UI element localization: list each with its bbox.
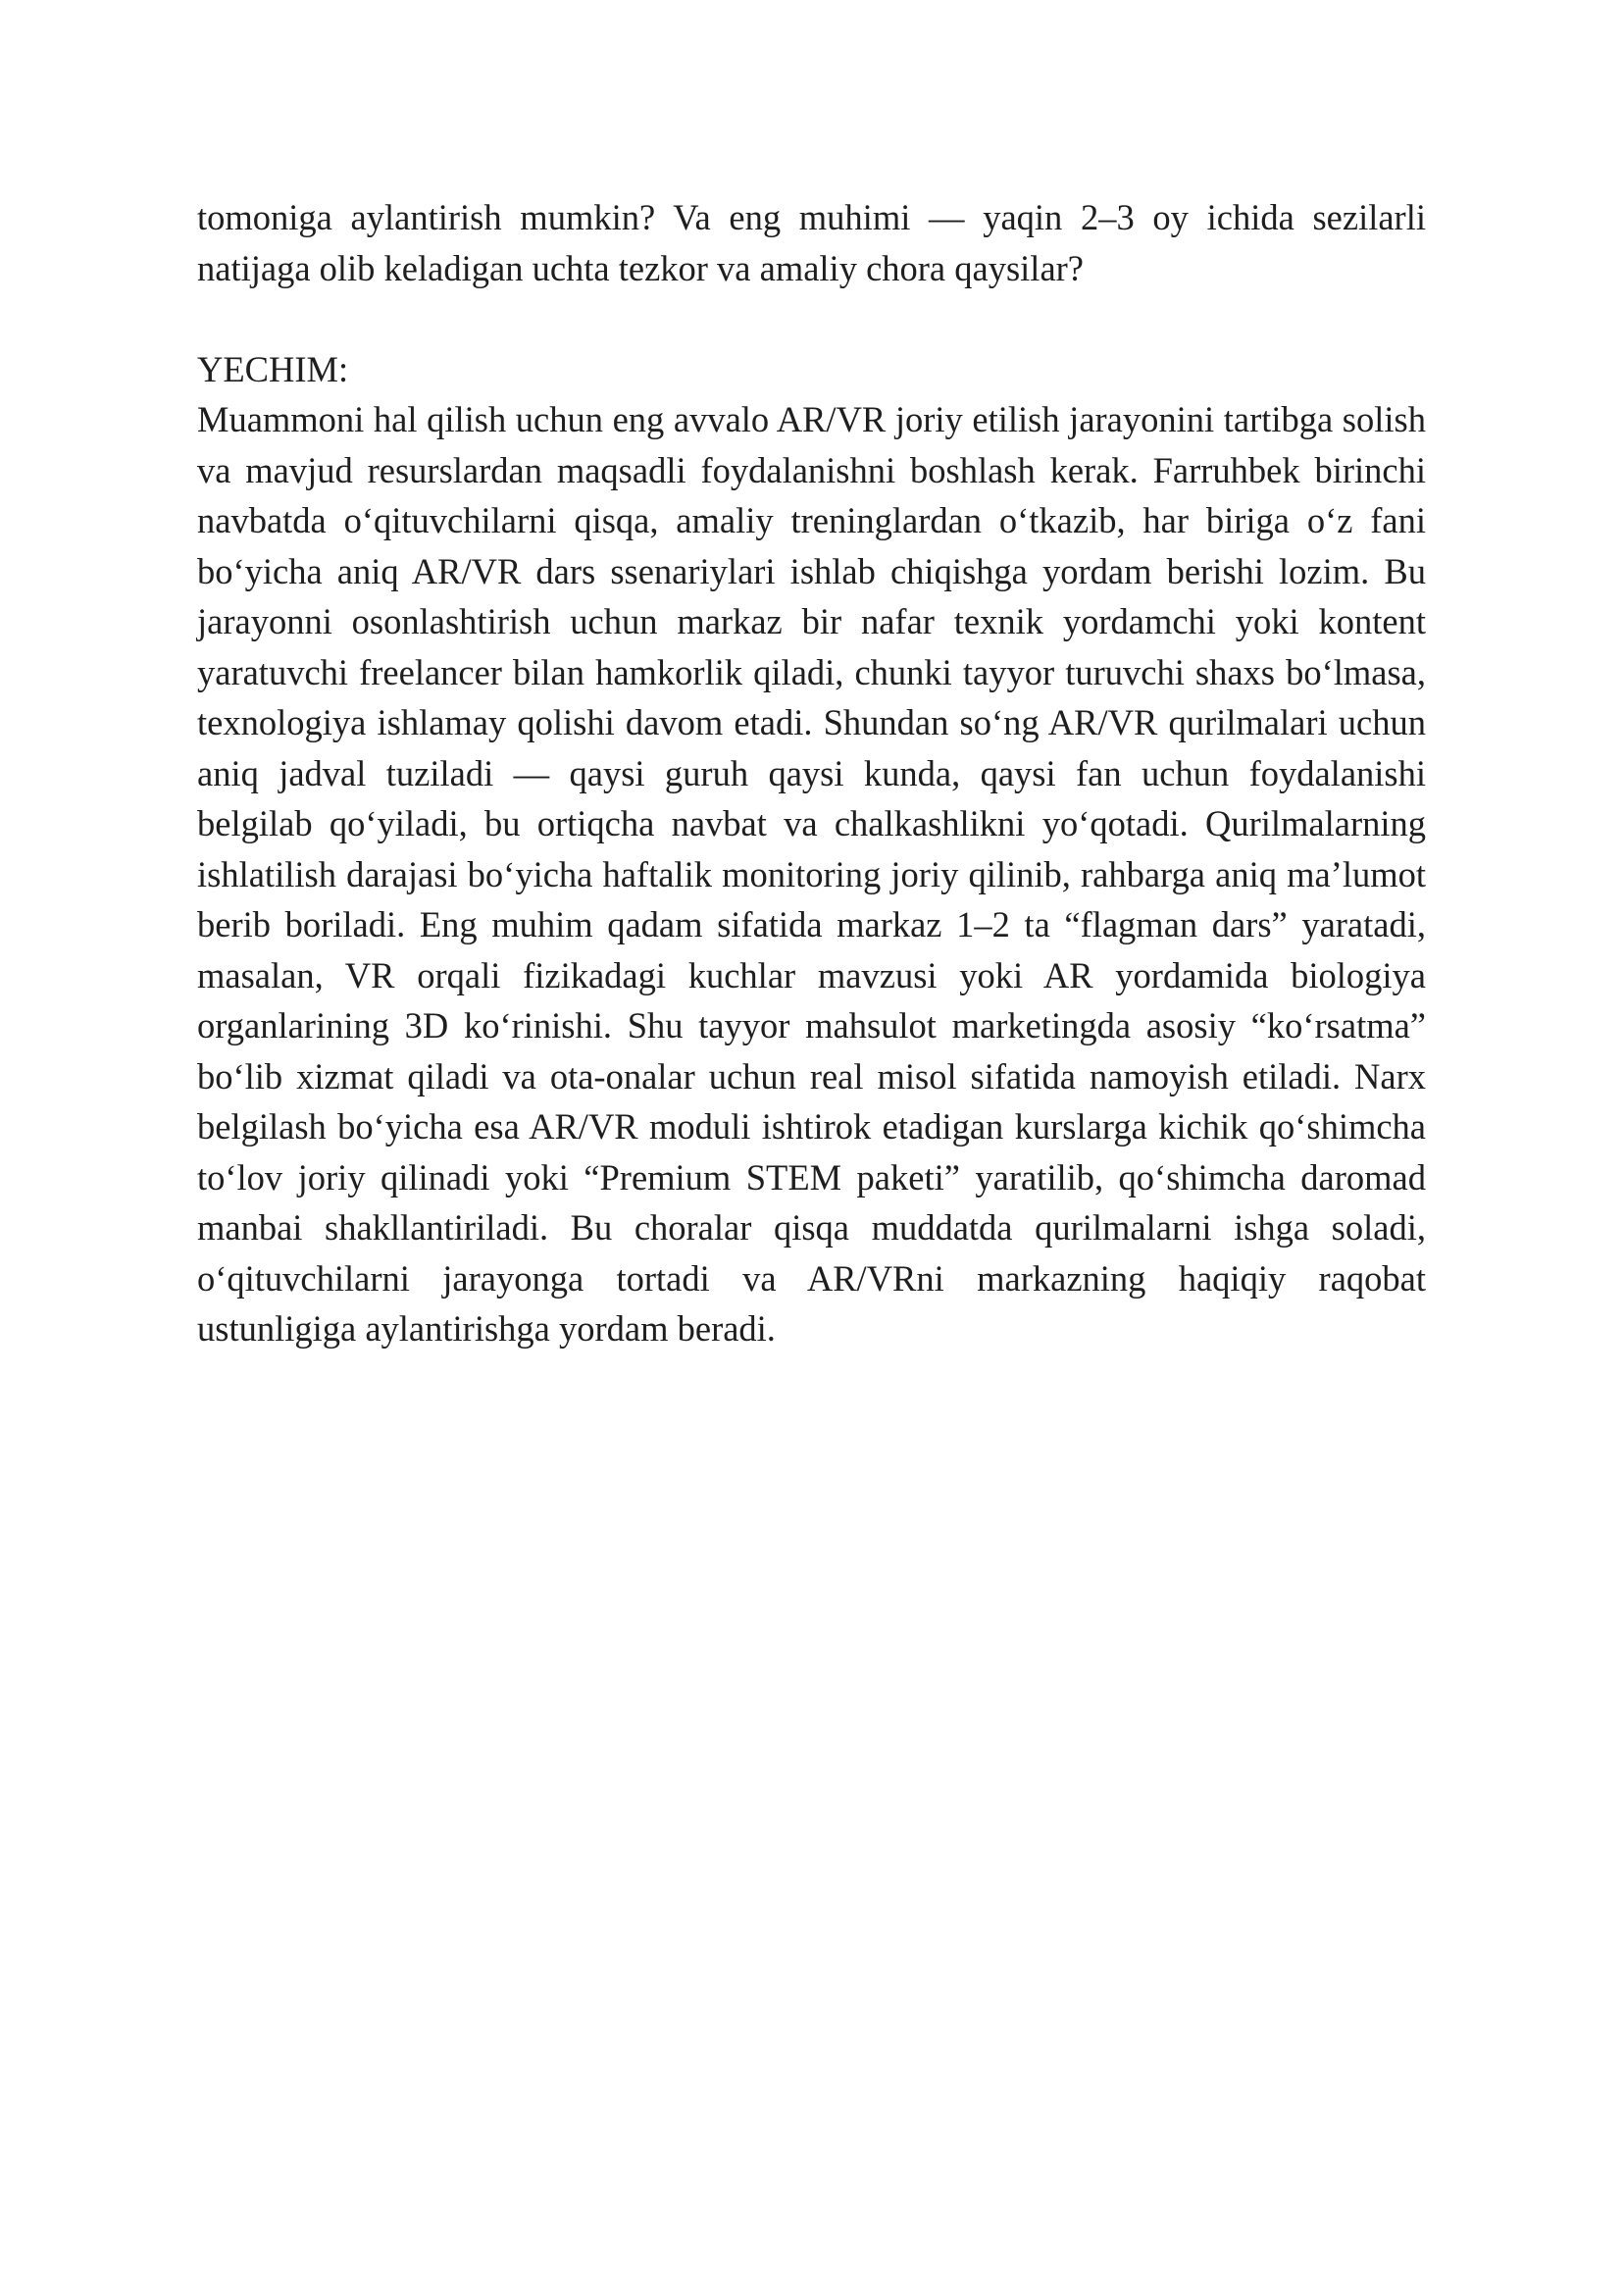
solution-heading: YECHIM:: [197, 348, 349, 389]
solution-paragraph: Muammoni hal qilish uchun eng avvalo AR/VR joriy etilish jarayonini tartibga solish va mavjud resurslardan maqsadli foydalanishni boshlash kerak. Farruhbek birinchi navbatda o‘qituvchilarni qisqa, amaliy treninglardan o‘tkazib, har biriga o‘z fani bo‘yicha aniq AR/VR dars ssenariylari ishlab chiqishga yordam berishi lozim. Bu jarayonni osonlashtirish uchun markaz bir nafar texnik yordamchi yoki kontent yaratuvchi freelancer bilan hamkorlik qiladi, chunki tayyor turuvchi shaxs bo‘lmasa, texnologiya ishlamay qolishi davom etadi. Shundan so‘ng AR/VR qurilmalari uchun aniq jadval tuziladi — qaysi guruh qaysi kunda, qaysi fan uchun foydalanishi belgilab qo‘yiladi, bu ortiqcha navbat va chalkashlikni yo‘qotadi. Qurilmalarning ishlatilish darajasi bo‘yicha haftalik monitoring joriy qilinib, rahbarga aniq ma’lumot berib boriladi. Eng muhim qadam sifatida markaz 1–2 ta “flagman dars” yaratadi, masalan, VR orqali fizikadagi kuchlar mavzusi yoki AR yordamida biologiya organlarining 3D ko‘rinishi. Shu tayyor mahsulot marketingda asosiy “ko‘rsatma” bo‘lib xizmat qiladi va ota-onalar uchun real misol sifatida namoyish etiladi. Narx belgilash bo‘yicha esa AR/VR moduli ishtirok etadigan kurslarga kichik qo‘shimcha to‘lov joriy qilinadi yoki “Premium STEM paketi” yaratilib, qo‘shimcha daromad manbai shakllantiriladi. Bu choralar qisqa muddatda qurilmalarni ishga soladi, o‘qituvchilarni jarayonga tortadi va AR/VRni markazning haqiqiy raqobat ustunligiga aylantirishga yordam beradi.: [197, 399, 1426, 1349]
intro-paragraph: tomoniga aylantirish mumkin? Va eng muhimi — yaqin 2–3 oy ichida sezilarli natijaga olib keladigan uchta tezkor va amaliy chora qaysilar?: [197, 197, 1426, 288]
document-body: [197, 192, 1426, 1354]
